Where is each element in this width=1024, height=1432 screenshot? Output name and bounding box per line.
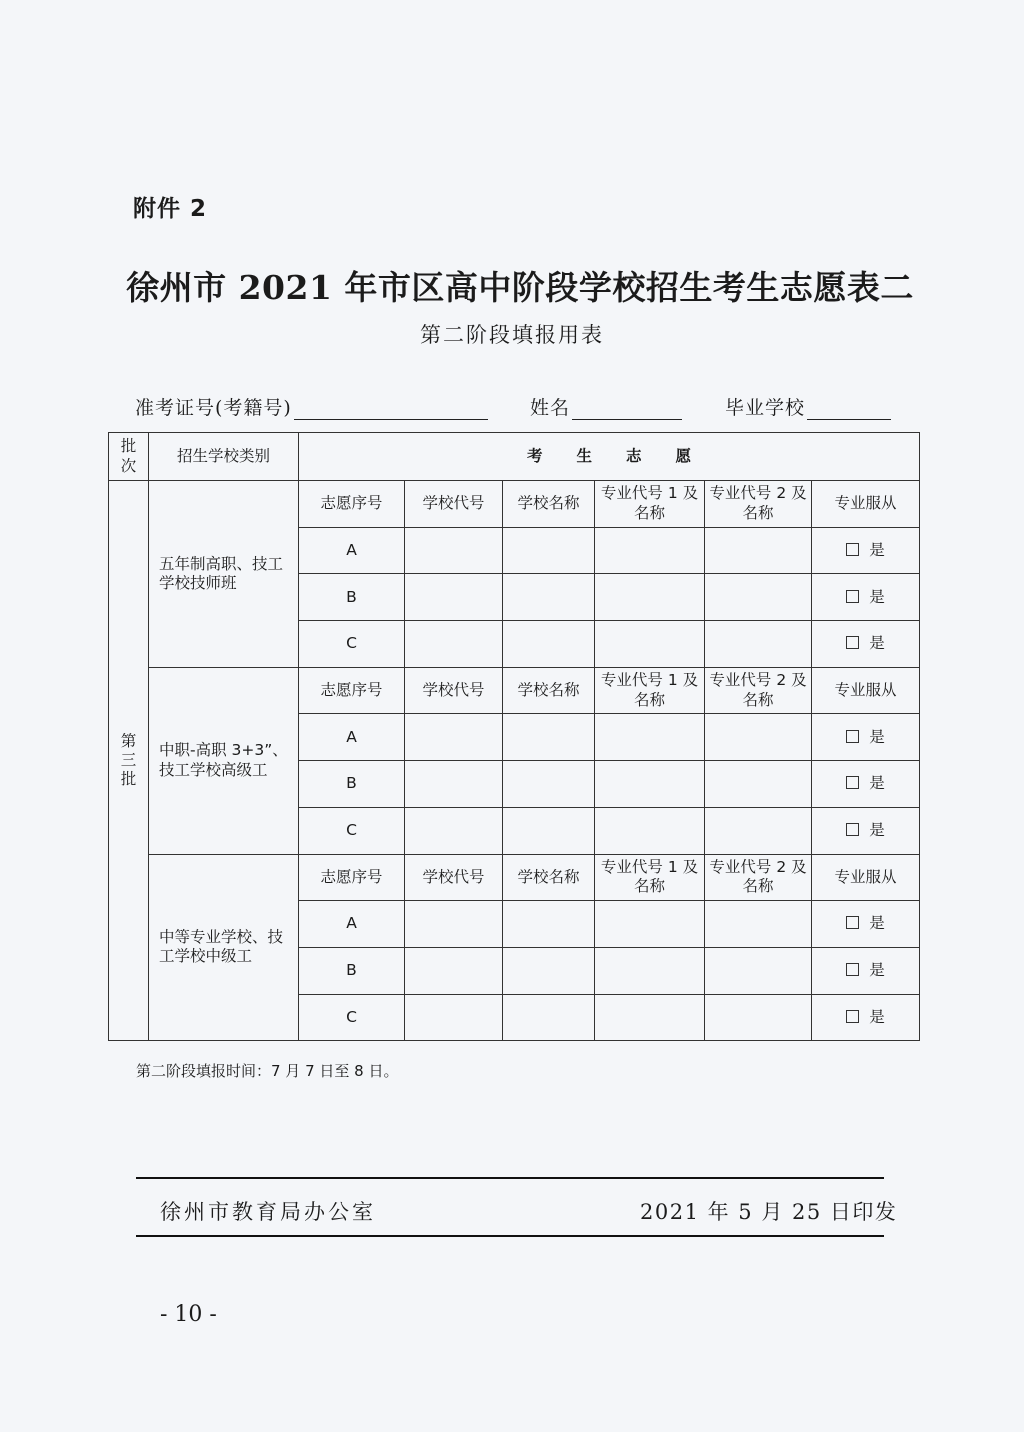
column-header: 专业服从 (812, 667, 920, 714)
empty-entry-cell[interactable] (595, 901, 705, 948)
wishes-header: 考生志愿 (299, 433, 920, 481)
wish-order-cell: A (299, 901, 405, 948)
obey-checkbox[interactable] (846, 963, 859, 976)
empty-entry-cell[interactable] (595, 947, 705, 994)
name-blank[interactable] (572, 397, 682, 420)
empty-entry-cell[interactable] (595, 994, 705, 1041)
obey-checkbox[interactable] (846, 730, 859, 743)
issue-date: 2021 年 5 月 25 日印发 (640, 1200, 898, 1224)
empty-entry-cell[interactable] (405, 574, 503, 621)
column-header: 学校代号 (405, 481, 503, 528)
empty-entry-cell[interactable] (503, 994, 595, 1041)
section-column-header-row (109, 667, 920, 714)
empty-entry-cell[interactable] (405, 621, 503, 668)
empty-entry-cell[interactable] (705, 714, 812, 761)
empty-entry-cell[interactable] (503, 574, 595, 621)
obey-checkbox[interactable] (846, 1010, 859, 1023)
empty-entry-cell[interactable] (705, 621, 812, 668)
wish-order-cell: C (299, 807, 405, 854)
empty-entry-cell[interactable] (705, 527, 812, 574)
obey-yes-label: 是 (869, 1007, 885, 1026)
obey-yes-label: 是 (869, 820, 885, 839)
page-number: - 10 - (160, 1302, 217, 1327)
obey-cell (812, 621, 920, 668)
empty-entry-cell[interactable] (705, 947, 812, 994)
column-header: 学校名称 (503, 481, 595, 528)
column-header: 志愿序号 (299, 854, 405, 901)
school-blank[interactable] (807, 397, 891, 420)
column-header: 学校代号 (405, 854, 503, 901)
footer-bottom-rule (136, 1235, 884, 1237)
empty-entry-cell[interactable] (705, 994, 812, 1041)
empty-entry-cell[interactable] (595, 574, 705, 621)
obey-cell (812, 901, 920, 948)
wish-order-cell: A (299, 714, 405, 761)
obey-checkbox[interactable] (846, 823, 859, 836)
empty-entry-cell[interactable] (503, 714, 595, 761)
school-field (725, 393, 891, 420)
column-header: 学校代号 (405, 667, 503, 714)
column-header: 专业代号 1 及名称 (595, 667, 705, 714)
obey-yes-label: 是 (869, 587, 885, 606)
empty-entry-cell[interactable] (705, 761, 812, 808)
column-header: 学校名称 (503, 667, 595, 714)
empty-entry-cell[interactable] (405, 994, 503, 1041)
name-field (530, 393, 682, 420)
obey-checkbox[interactable] (846, 543, 859, 556)
obey-checkbox[interactable] (846, 590, 859, 603)
category-cell: 五年制高职、技工学校技师班 (149, 481, 299, 668)
column-header: 志愿序号 (299, 667, 405, 714)
wish-order-cell: B (299, 761, 405, 808)
document-subtitle: 第二阶段填报用表 (420, 323, 604, 347)
section-column-header-row (109, 854, 920, 901)
batch-cell: 第三批 (109, 481, 149, 1041)
obey-cell (812, 947, 920, 994)
obey-yes-label: 是 (869, 634, 885, 653)
exam-id-field (135, 393, 488, 420)
wish-order-cell: C (299, 621, 405, 668)
category-cell: 中等专业学校、技工学校中级工 (149, 854, 299, 1041)
obey-yes-label: 是 (869, 961, 885, 980)
obey-yes-label: 是 (869, 540, 885, 559)
footer-top-rule (136, 1177, 884, 1179)
empty-entry-cell[interactable] (503, 807, 595, 854)
issuer: 徐州市教育局办公室 (160, 1200, 376, 1224)
fill-time-note: 第二阶段填报时间：7 月 7 日至 8 日。 (136, 1062, 399, 1080)
wish-order-cell: C (299, 994, 405, 1041)
empty-entry-cell[interactable] (503, 901, 595, 948)
column-header: 专业代号 2 及名称 (705, 667, 812, 714)
wish-order-cell: A (299, 527, 405, 574)
column-header: 学校名称 (503, 854, 595, 901)
empty-entry-cell[interactable] (705, 807, 812, 854)
column-header: 专业服从 (812, 854, 920, 901)
empty-entry-cell[interactable] (595, 621, 705, 668)
empty-entry-cell[interactable] (595, 761, 705, 808)
empty-entry-cell[interactable] (405, 947, 503, 994)
wish-form-table (108, 432, 920, 1041)
empty-entry-cell[interactable] (595, 527, 705, 574)
table-header-row (109, 433, 920, 481)
category-cell: 中职-高职 3+3”、技工学校高级工 (149, 667, 299, 854)
empty-entry-cell[interactable] (405, 761, 503, 808)
obey-cell (812, 994, 920, 1041)
batch-header: 批次 (109, 433, 149, 481)
name-label: 姓名 (530, 397, 571, 419)
column-header: 专业服从 (812, 481, 920, 528)
empty-entry-cell[interactable] (503, 527, 595, 574)
obey-checkbox[interactable] (846, 636, 859, 649)
obey-cell (812, 574, 920, 621)
empty-entry-cell[interactable] (503, 621, 595, 668)
obey-cell (812, 527, 920, 574)
empty-entry-cell[interactable] (405, 901, 503, 948)
empty-entry-cell[interactable] (705, 901, 812, 948)
empty-entry-cell[interactable] (705, 574, 812, 621)
document-title: 徐州市 2021 年市区高中阶段学校招生考生志愿表二 (126, 268, 914, 307)
obey-checkbox[interactable] (846, 916, 859, 929)
wish-order-cell: B (299, 947, 405, 994)
wish-order-cell: B (299, 574, 405, 621)
exam-id-blank[interactable] (294, 397, 488, 420)
obey-cell (812, 714, 920, 761)
empty-entry-cell[interactable] (503, 761, 595, 808)
obey-yes-label: 是 (869, 774, 885, 793)
obey-checkbox[interactable] (846, 776, 859, 789)
obey-yes-label: 是 (869, 914, 885, 933)
column-header: 志愿序号 (299, 481, 405, 528)
obey-yes-label: 是 (869, 727, 885, 746)
obey-cell (812, 761, 920, 808)
column-header: 专业代号 2 及名称 (705, 854, 812, 901)
empty-entry-cell[interactable] (405, 527, 503, 574)
column-header: 专业代号 1 及名称 (595, 481, 705, 528)
empty-entry-cell[interactable] (595, 714, 705, 761)
empty-entry-cell[interactable] (503, 947, 595, 994)
empty-entry-cell[interactable] (405, 714, 503, 761)
category-header: 招生学校类别 (149, 433, 299, 481)
column-header: 专业代号 1 及名称 (595, 854, 705, 901)
section-column-header-row (109, 481, 920, 528)
empty-entry-cell[interactable] (405, 807, 503, 854)
obey-cell (812, 807, 920, 854)
attachment-label: 附件 2 (133, 196, 208, 222)
column-header: 专业代号 2 及名称 (705, 481, 812, 528)
exam-id-label: 准考证号(考籍号) (135, 397, 292, 419)
empty-entry-cell[interactable] (595, 807, 705, 854)
school-label: 毕业学校 (725, 397, 806, 419)
